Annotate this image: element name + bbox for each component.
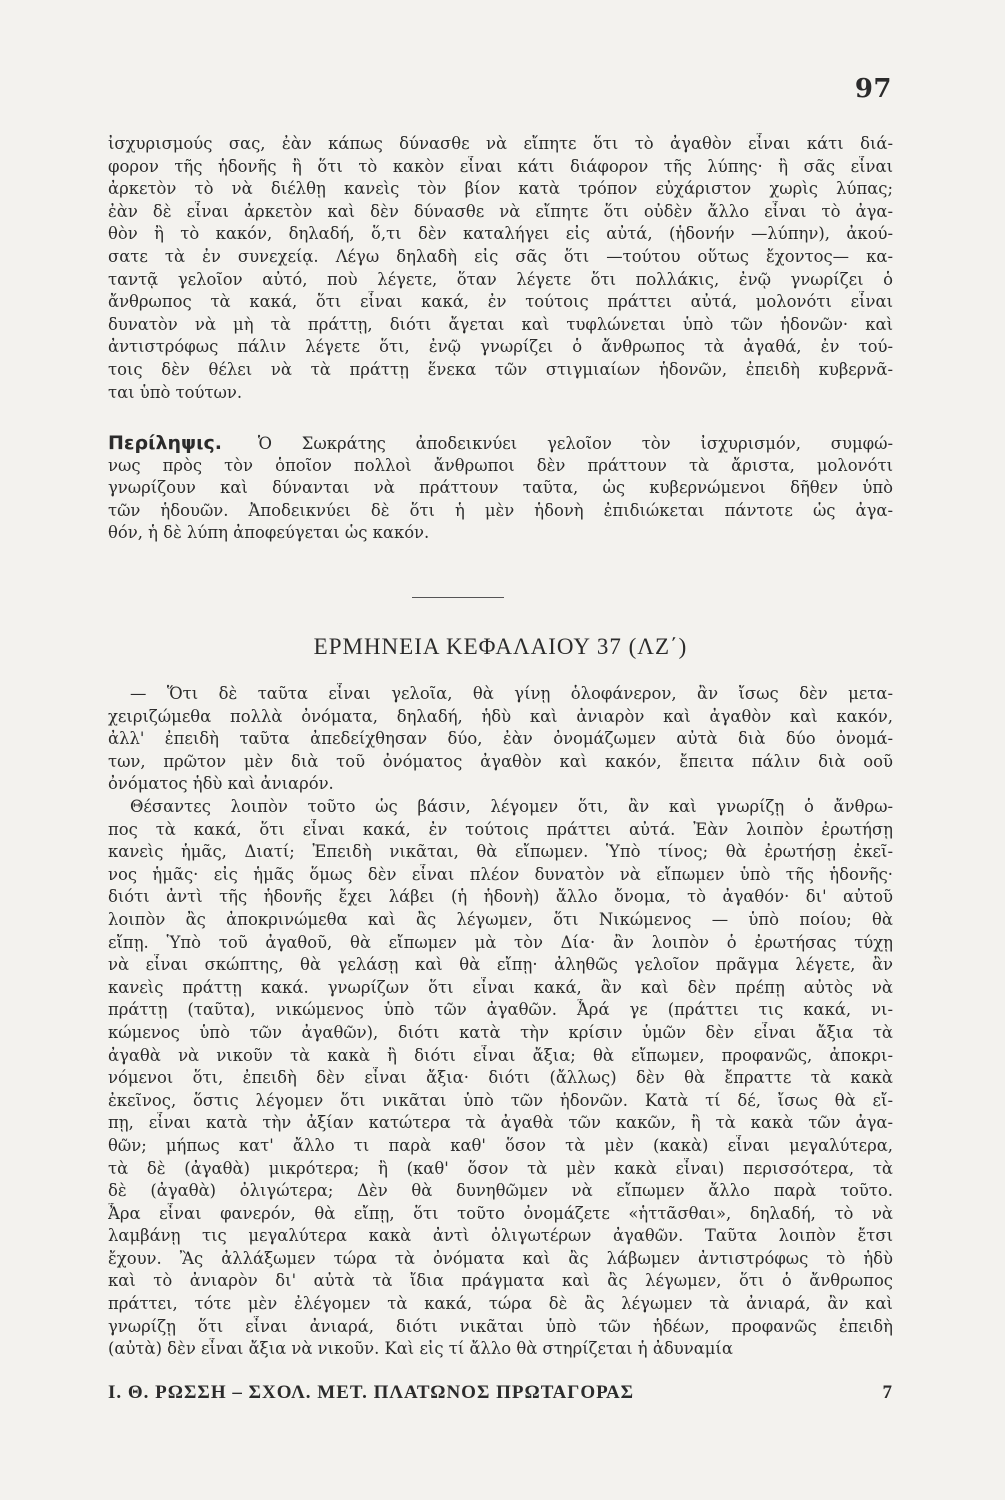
text-line: ταντᾷ γελοῖον αὐτό, ποὺ λέγετε, ὅταν λέγετε ὅτι πολλάκις, ἐνῷ γνωρίζει ὁ	[108, 269, 893, 289]
text-line: τὰ δὲ (ἀγαθὰ) μικρότερα; ἢ (καθ' ὅσον τὰ μὲν κακὰ εἶναι) περισσότερα, τὰ	[108, 1158, 893, 1178]
chapter-paragraph-1	[108, 683, 893, 796]
text-line: πος τὰ κακά, ὅτι εἶναι κακά, ἐν τούτοις πράττει αὐτά. Ἐὰν λοιπὸν ἐρωτήσῃ	[108, 819, 893, 839]
text-line: εἴπῃ. Ὑπὸ τοῦ ἀγαθοῦ, θὰ εἴπωμεν μὰ τὸν Δία· ἂν λοιπὸν ὁ ἐρωτήσας τύχῃ	[108, 932, 893, 952]
summary-text: Ὁ Σωκράτης ἀποδεικνύει γελοῖον τὸν ἰσχυρισμόν, συμφώ-	[257, 434, 893, 453]
text-line: Θέσαντες λοιπὸν τοῦτο ὡς βάσιν, λέγομεν ὅτι, ἂν καὶ γνωρίζῃ ὁ ἄνθρω-	[130, 797, 893, 816]
text-line: ἀλλ' ἐπειδὴ ταῦτα ἀπεδείχθησαν δύο, ἐὰν ὀνομάζωμεν αὐτὰ διὰ δύο ὀνομά-	[108, 729, 893, 749]
text-line: νος ἡμᾶς· εἰς ἡμᾶς ὅμως δὲν εἶναι πλέον δυνατὸν νὰ εἴπωμεν ὑπὸ τῆς ἡδονῆς·	[108, 864, 893, 884]
text-line: σατε τὰ ἐν συνεχείᾳ. Λέγω δηλαδὴ εἰς σᾶς ὅτι —τούτου οὕτως ἔχοντος— κα-	[108, 246, 893, 266]
text-line: ἀγαθὰ νὰ νικοῦν τὰ κακὰ ἢ διότι εἶναι ἄξια; θὰ εἴπωμεν, προφανῶς, ἀποκρι-	[108, 1045, 893, 1065]
text-line: πράττῃ (ταῦτα), νικώμενος ὑπὸ τῶν ἀγαθῶν. Ἆρά γε (πράττει τις κακά, νι-	[108, 1000, 893, 1020]
text-line: ὀνόματος ἡδὺ καὶ ἀνιαρόν.	[108, 774, 334, 794]
text-line: τῶν ἡδουῶν. Ἀποδεικνύει δὲ ὅτι ἡ μὲν ἡδονὴ ἐπιδιώκεται πάντοτε ὡς ἀγα-	[108, 500, 893, 520]
text-line: καὶ τὸ ἀνιαρὸν δι' αὐτὰ τὰ ἴδια πράγματα καὶ ἂς λέγωμεν, ὅτι ὁ ἄνθρωπος	[108, 1271, 893, 1291]
section-divider	[412, 597, 504, 598]
text-line: θόν, ἡ δὲ λύπη ἀποφεύγεται ὡς κακόν.	[108, 523, 430, 543]
text-line: γνωρίζῃ ὅτι εἶναι ἀνιαρά, διότι νικᾶται ὑπὸ τῶν ἡδέων, προφανῶς ἐπειδὴ	[108, 1316, 893, 1336]
chapter-paragraph-2	[108, 796, 893, 1361]
text-line: πράττει, τότε μὲν ἐλέγομεν τὰ κακά, τώρα δὲ ἂς λέγωμεν τὰ ἀνιαρά, ἂν καὶ	[108, 1294, 893, 1314]
footer-text: Ι. Θ. ΡΩΣΣΗ – ΣΧΟΛ. ΜΕΤ. ΠΛΑΤΩΝΟΣ ΠΡΩΤΑΓΟΡΑΣ	[108, 1382, 635, 1403]
text-line: νως πρὸς τὸν ὁποῖον πολλοὶ ἄνθρωποι δὲν πράττουν τὰ ἄριστα, μολονότι	[108, 455, 893, 475]
paragraph-continued	[108, 133, 893, 404]
text-line: δὲ (ἀγαθὰ) ὀλιγώτερα; Δὲν θὰ δυνηθῶμεν νὰ εἴπωμεν ἄλλο παρὰ τοῦτο.	[108, 1181, 893, 1201]
text-line: θὸν ἢ τὸ κακόν, δηλαδή, ὅ,τι δὲν καταλήγει εἰς αὐτά, (ἡδονήν —λύπην), ἀκού-	[108, 224, 893, 244]
text-line: χειριζώμεθα πολλὰ ὀνόματα, δηλαδή, ἡδὺ καὶ ἀνιαρὸν καὶ ἀγαθὸν καὶ κακόν,	[108, 706, 893, 726]
text-line: θῶν; μήπως κατ' ἄλλο τι παρὰ καθ' ὅσον τὰ μὲν (κακὰ) εἶναι μεγαλύτερα,	[108, 1135, 893, 1155]
text-line: ἀρκετὸν τὸ νὰ διέλθῃ κανεὶς τὸν βίον κατὰ τρόπον εὐχάριστον χωρὶς λύπας;	[108, 179, 893, 199]
signature-mark: 7	[882, 1382, 893, 1403]
summary-title: Περίληψις.	[108, 432, 222, 454]
text-line: λοιπὸν ἂς ἀποκρινώμεθα καὶ ἂς λέγωμεν, ὅτι Νικώμενος — ὑπὸ ποίου; θὰ	[108, 909, 893, 929]
footer	[108, 1380, 893, 1406]
text-line: τοις δὲν θέλει νὰ τὰ πράττῃ ἕνεκα τῶν στιγμιαίων ἡδονῶν, ἐπειδὴ κυβερνᾶ-	[108, 359, 893, 379]
text-line: διότι ἀντὶ τῆς ἡδονῆς ἔχει λάβει (ἡ ἡδονὴ) ἄλλο ὄνομα, τὸ ἀγαθόν· δι' αὐτοῦ	[108, 887, 893, 907]
text-line: ἐὰν δὲ εἶναι ἀρκετὸν καὶ δὲν δύνασθε νὰ εἴπητε ὅτι οὐδὲν ἄλλο εἶναι τὸ ἀγα-	[108, 201, 893, 221]
text-line: νόμενοι ὅτι, ἐπειδὴ δὲν εἶναι ἄξια· διότι (ἄλλως) δὲν θὰ ἔπραττε τὰ κακὰ	[108, 1068, 893, 1088]
text-line: (αὐτὰ) δὲν εἶναι ἄξια νὰ νικοῦν. Καὶ εἰς τί ἄλλο θὰ στηρίζεται ἡ ἀδυναμία	[108, 1339, 733, 1359]
summary-line	[108, 432, 893, 455]
text-line: ἰσχυρισμούς σας, ἐὰν κάπως δύνασθε νὰ εἴπητε ὅτι τὸ ἀγαθὸν εἶναι κάτι διά-	[108, 134, 893, 153]
text-line: νὰ εἶναι σκώπτης, θὰ γελάσῃ καὶ θὰ εἴπῃ· ἀληθῶς γελοῖον πρᾶγμα λέγετε, ἂν	[108, 955, 893, 975]
text-line: κανεὶς πράττῃ κακά. γνωρίζων ὅτι εἶναι κακά, ἂν καὶ δὲν πρέπῃ αὐτὸς νὰ	[108, 977, 893, 997]
text-line: δυνατὸν νὰ μὴ τὰ πράττῃ, διότι ἄγεται καὶ τυφλώνεται ὑπὸ τῶν ἡδονῶν· καὶ	[108, 314, 893, 334]
text-line: — Ὅτι δὲ ταῦτα εἶναι γελοῖα, θὰ γίνῃ ὁλοφάνερον, ἂν ἴσως δὲν μετα-	[130, 684, 893, 703]
text-line: κανεὶς ἡμᾶς, Διατί; Ἐπειδὴ νικᾶται, θὰ εἴπωμεν. Ὑπὸ τίνος; θὰ ἐρωτήσῃ ἐκεῖ-	[108, 842, 893, 862]
text-line: των, πρῶτον μὲν διὰ τοῦ ὀνόματος ἀγαθὸν καὶ κακόν, ἔπειτα πάλιν διὰ οοῦ	[108, 751, 893, 771]
chapter-heading: ΕΡΜΗΝΕΙΑ ΚΕΦΑΛΑΙΟΥ 37 (ΛΖ΄)	[313, 634, 688, 659]
text-line: ἐκεῖνος, ὅστις λέγομεν ὅτι νικᾶται ὑπὸ τῶν ἡδονῶν. Κατὰ τί δέ, ἴσως θὰ εἴ-	[108, 1090, 893, 1110]
text-line: Ἆρα εἶναι φανερόν, θὰ εἴπῃ, ὅτι τοῦτο ὀνομάζετε «ἡττᾶσθαι», δηλαδή, τὸ νὰ	[108, 1203, 893, 1223]
text-line: ἔχουν. Ἂς ἀλλάξωμεν τώρα τὰ ὀνόματα καὶ ἂς λάβωμεν ἀντιστρόφως τὸ ἡδὺ	[108, 1248, 893, 1268]
text-line: γνωρίζουν καὶ δύνανται νὰ πράττουν ταῦτα, ὡς κυβερνώμενοι δῆθεν ὑπὸ	[108, 478, 893, 498]
page-number: 97	[854, 74, 892, 104]
text-line: πῃ, εἶναι κατὰ τὴν ἀξίαν κατώτερα τὰ ἀγαθὰ τῶν κακῶν, ἢ τὰ κακὰ τῶν ἀγα-	[108, 1113, 893, 1133]
text-line: ἄνθρωπος τὰ κακά, ὅτι εἶναι κακά, ἐν τούτοις πράττει αὐτά, μολονότι εἶναι	[108, 292, 893, 312]
text-line: ται ὑπὸ τούτων.	[108, 382, 243, 402]
text-line: λαμβάνῃ τις μεγαλύτερα κακὰ ἀντὶ ὀλιγωτέρων ἀγαθῶν. Ταῦτα λοιπὸν ἔτσι	[108, 1226, 893, 1246]
text-line: ἀντιστρόφως πάλιν λέγετε ὅτι, ἐνῷ γνωρίζει ὁ ἄνθρωπος τὰ ἀγαθά, ἐν τού-	[108, 337, 893, 357]
text-line: φορον τῆς ἡδονῆς ἢ ὅτι τὸ κακὸν εἶναι κάτι διάφορον τῆς λύπης· ἢ σᾶς εἶναι	[108, 156, 893, 176]
text-line: κώμενος ὑπὸ τῶν ἀγαθῶν), διότι κατὰ τὴν κρίσιν ὑμῶν δὲν εἶναι ἄξια τὰ	[108, 1022, 893, 1042]
summary-paragraph	[108, 432, 893, 545]
